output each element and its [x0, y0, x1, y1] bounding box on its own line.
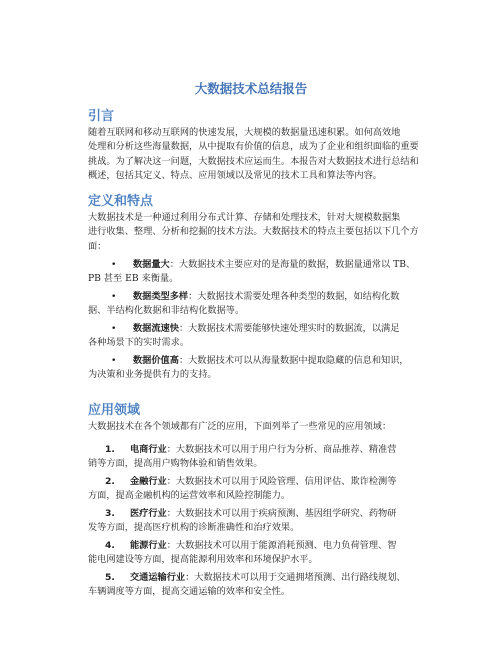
item-number: 4.: [105, 540, 115, 551]
feature-text: ：大数据技术主要应对的是海量的数据，数据量通常以 TB、: [169, 259, 416, 270]
item-number: 5.: [105, 572, 115, 583]
application-label: 金融行业: [130, 476, 167, 487]
applications-lead: [88, 420, 428, 434]
feature-item: [88, 290, 438, 319]
intro-paragraph: [88, 126, 428, 183]
feature-text-cont: PB 甚至 EB 来衡量。: [88, 273, 179, 285]
item-number: 1.: [105, 444, 115, 455]
application-item: [88, 475, 438, 504]
item-number: 3.: [105, 508, 115, 519]
bullet-icon: •: [111, 355, 117, 366]
application-item: [88, 443, 438, 472]
intro-line: 挑战。为了解决这一问题，大数据技术应运而生。本报告对大数据技术进行总结和: [88, 155, 419, 167]
application-text: ：大数据技术可以用于疾病预测、基因组学研究、药物研: [166, 508, 397, 519]
feature-label: 数据类型多样: [133, 291, 189, 302]
intro-heading: 引言: [88, 109, 115, 124]
feature-text: ：大数据技术需要处理各种类型的数据，如结构化数: [188, 291, 400, 302]
feature-label: 数据量大: [133, 259, 170, 270]
intro-line: 随着互联网和移动互联网的快速发展，大规模的数据量迅速积累。如何高效地: [88, 127, 401, 138]
feature-item: [88, 354, 438, 383]
feature-text: ：大数据技术可以从海量数据中提取隐藏的信息和知识，: [178, 355, 409, 366]
application-label: 交通运输行业: [130, 572, 186, 583]
application-item: [88, 539, 438, 568]
feature-text-cont: 据、半结构化数据和非结构化数据等。: [88, 305, 245, 317]
application-text: ：大数据技术可以用于交通拥堵预测、出行路线规划、: [185, 572, 406, 583]
definition-heading: 定义和特点: [88, 194, 154, 209]
feature-label: 数据流速快: [133, 323, 179, 334]
intro-line: 处理和分析这些海量数据，从中提取有价值的信息，成为了企业和组织面临的重要: [88, 141, 419, 153]
application-text-cont: 销等方面，提高用户购物体验和销售效果。: [88, 458, 263, 470]
item-number: 2.: [105, 476, 115, 487]
feature-text-cont: 各种场景下的实时需求。: [88, 337, 190, 349]
application-label: 电商行业: [130, 444, 167, 455]
application-text: ：大数据技术可以用于风险管理、信用评估、欺诈检测等: [166, 476, 397, 487]
bullet-icon: •: [111, 291, 117, 302]
application-item: [88, 507, 438, 536]
feature-text: ：大数据技术需要能够快速处理实时的数据流，以满足: [178, 323, 400, 334]
application-label: 医疗行业: [130, 508, 167, 519]
application-text-cont: 能电网建设等方面，提高能源利用效率和环境保护水平。: [88, 554, 318, 566]
application-item: [88, 571, 438, 600]
bullet-icon: •: [111, 323, 117, 334]
feature-item: [88, 258, 438, 287]
application-text: ：大数据技术可以用于用户行为分析、商品推荐、精准营: [166, 444, 397, 455]
application-label: 能源行业: [130, 540, 167, 551]
intro-line: 概述，包括其定义、特点、应用领域以及常见的技术工具和算法等内容。: [88, 169, 382, 181]
feature-label: 数据价值高: [133, 355, 179, 366]
application-text-cont: 车辆调度等方面，提高交通运输的效率和安全性。: [88, 586, 291, 598]
application-text-cont: 发等方面，提高医疗机构的诊断准确性和治疗效果。: [88, 522, 300, 534]
feature-text-cont: 为决策和业务提供有力的支持。: [88, 369, 217, 381]
application-text-cont: 方面，提高金融机构的运营效率和风险控制能力。: [88, 490, 291, 502]
feature-item: [88, 322, 438, 351]
applications-heading: 应用领域: [88, 403, 141, 418]
applications-lead-line: 大数据技术在各个领域都有广泛的应用，下面列举了一些常见的应用领域：: [88, 421, 392, 432]
definition-line: 面：: [88, 240, 107, 252]
definition-paragraph: [88, 211, 428, 254]
application-text: ：大数据技术可以用于能源消耗预测、电力负荷管理、智: [166, 540, 397, 551]
document-title: 大数据技术总结报告: [194, 81, 308, 96]
definition-line: 进行收集、整理、分析和挖掘的技术方法。大数据技术的特点主要包括以下几个方: [88, 226, 419, 238]
bullet-icon: •: [111, 259, 117, 270]
definition-line: 大数据技术是一种通过利用分布式计算、存储和处理技术，针对大规模数据集: [88, 212, 401, 223]
